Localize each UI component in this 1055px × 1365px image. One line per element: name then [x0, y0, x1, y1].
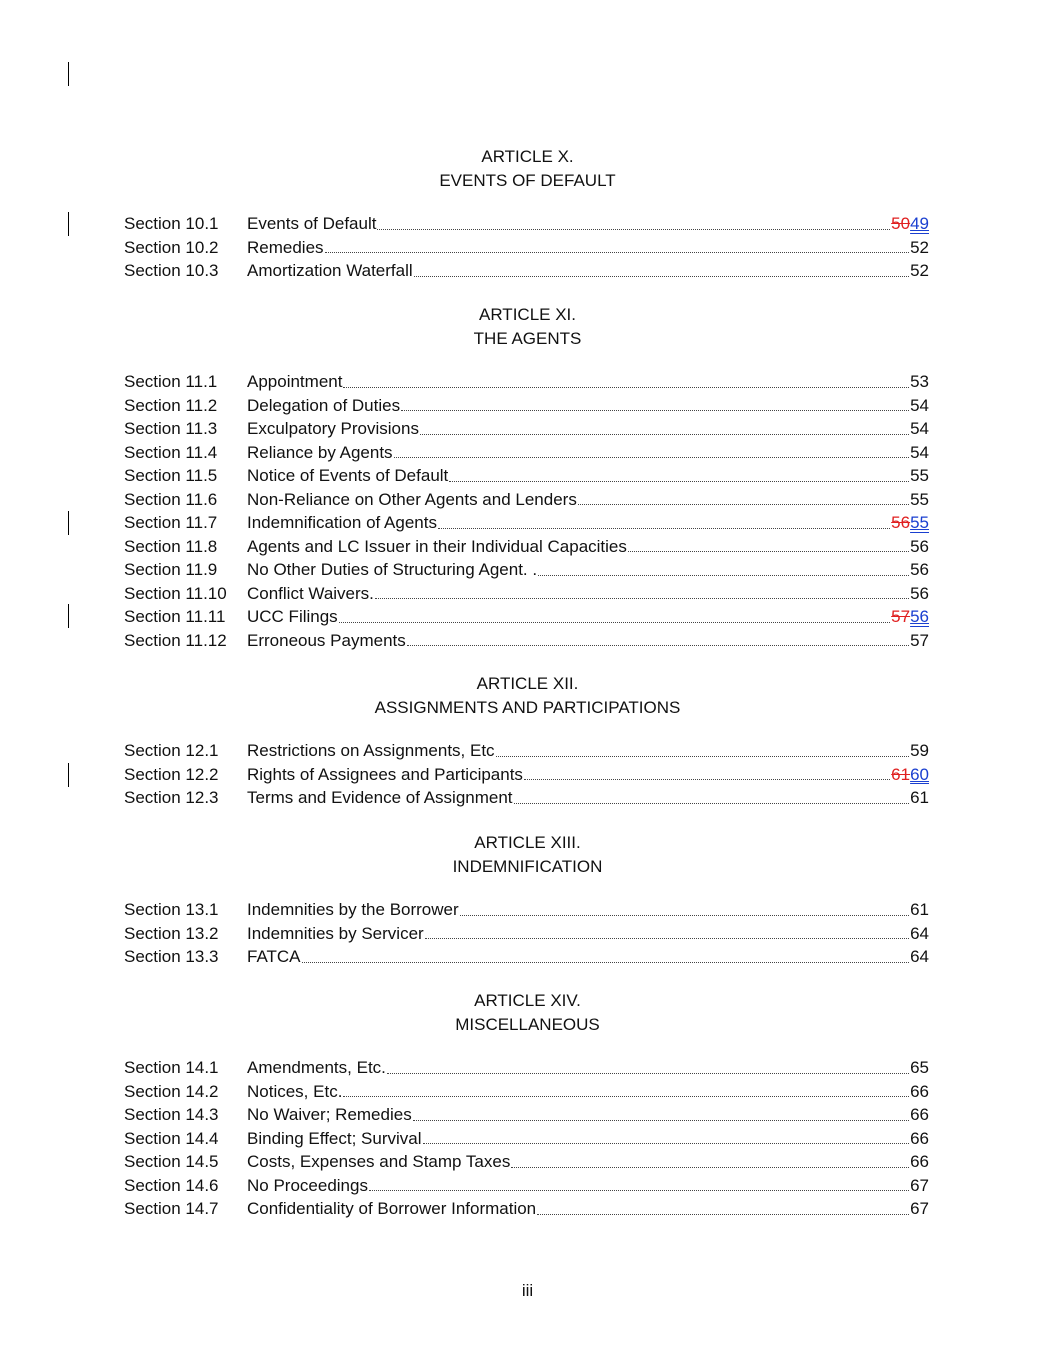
section-number: Section 11.7 — [124, 513, 218, 532]
toc-section-list — [124, 370, 929, 652]
dot-leader — [628, 551, 909, 552]
section-title[interactable]: Terms and Evidence of Assignment — [247, 788, 513, 807]
section-title[interactable]: Events of Default — [247, 214, 377, 233]
page-number — [891, 605, 929, 629]
section-title[interactable]: Remedies — [247, 237, 324, 257]
article-title: EVENTS OF DEFAULT — [439, 170, 616, 190]
dot-leader — [369, 1190, 909, 1191]
dot-leader — [524, 779, 890, 780]
inserted-page-number: 55 — [910, 513, 929, 532]
section-title[interactable]: No Other Duties of Structuring Agent. . — [247, 560, 538, 579]
toc-entry[interactable] — [124, 898, 929, 922]
toc-entry[interactable] — [124, 1103, 929, 1127]
section-title[interactable]: Confidentiality of Borrower Information — [247, 1199, 537, 1218]
inserted-page-number: 56 — [910, 607, 929, 626]
section-number: Section 14.5 — [124, 1152, 219, 1171]
page-number: 54 — [910, 442, 929, 462]
section-number: Section 14.4 — [124, 1128, 219, 1148]
section-title[interactable]: Appointment — [247, 372, 343, 391]
section-title[interactable]: Amendments, Etc. — [247, 1058, 386, 1077]
deleted-page-number: 57 — [891, 607, 911, 626]
toc-entry[interactable] — [124, 945, 929, 969]
page-number: 66 — [910, 1081, 929, 1101]
section-title[interactable]: Notice of Events of Default — [247, 466, 449, 485]
article-number: ARTICLE XI. — [479, 305, 576, 324]
toc-entry[interactable] — [124, 922, 929, 946]
dot-leader — [496, 756, 910, 757]
deleted-page-number: 61 — [891, 764, 911, 784]
page-number: 55 — [910, 489, 929, 509]
revision-change-bar — [68, 763, 69, 787]
page-number: 55 — [910, 466, 929, 485]
toc-entry[interactable] — [124, 236, 929, 260]
deleted-page-number: 50 — [891, 214, 911, 233]
section-title[interactable]: FATCA — [247, 947, 301, 966]
page-number: 53 — [910, 372, 929, 391]
section-number: Section 11.9 — [124, 560, 218, 579]
section-title[interactable]: Costs, Expenses and Stamp Taxes — [247, 1152, 511, 1171]
section-title[interactable]: Binding Effect; Survival — [247, 1128, 422, 1148]
article-heading — [0, 303, 1055, 350]
section-title[interactable]: Notices, Etc. — [247, 1081, 343, 1101]
inserted-page-number: 49 — [910, 214, 929, 233]
toc-entry[interactable] — [124, 535, 929, 559]
section-title[interactable]: Indemnification of Agents — [247, 513, 437, 532]
section-number: Section 10.3 — [124, 261, 219, 280]
toc-entry[interactable] — [124, 511, 929, 535]
dot-leader — [375, 598, 909, 599]
dot-leader — [387, 1073, 909, 1074]
section-number: Section 13.1 — [124, 900, 219, 919]
section-number: Section 11.12 — [124, 630, 227, 650]
page-number: 52 — [910, 261, 929, 280]
section-number: Section 11.8 — [124, 536, 218, 556]
section-title[interactable]: Amortization Waterfall — [247, 261, 413, 280]
section-title[interactable]: No Proceedings — [247, 1175, 368, 1195]
section-title[interactable]: Rights of Assignees and Participants — [247, 764, 523, 784]
inserted-page-number: 60 — [910, 764, 929, 784]
toc-entry[interactable] — [124, 1056, 929, 1080]
toc-entry[interactable] — [124, 441, 929, 465]
dot-leader — [414, 276, 909, 277]
article-number: ARTICLE X. — [481, 147, 574, 166]
article-number: ARTICLE XII. — [476, 674, 579, 693]
page-number: 56 — [910, 560, 929, 579]
dot-leader — [413, 1120, 909, 1121]
section-number: Section 14.2 — [124, 1081, 219, 1101]
section-number: Section 11.1 — [124, 372, 218, 391]
toc-entry[interactable] — [124, 605, 929, 629]
article-heading — [0, 989, 1055, 1036]
section-title[interactable]: Indemnities by Servicer — [247, 923, 424, 943]
page-number: 64 — [910, 947, 929, 966]
dot-leader — [423, 1143, 910, 1144]
section-number: Section 11.5 — [124, 466, 218, 485]
toc-section-list — [124, 1056, 929, 1221]
dot-leader — [514, 803, 910, 804]
section-number: Section 10.2 — [124, 237, 219, 257]
toc-entry[interactable] — [124, 558, 929, 582]
page-number — [891, 763, 929, 787]
toc-entry[interactable] — [124, 259, 929, 283]
section-number: Section 13.3 — [124, 947, 219, 966]
section-number: Section 11.11 — [124, 607, 226, 626]
toc-entry[interactable] — [124, 763, 929, 787]
section-title[interactable]: UCC Filings — [247, 607, 338, 626]
revision-change-bar — [68, 511, 69, 535]
dot-leader — [401, 410, 909, 411]
toc-entry[interactable] — [124, 394, 929, 418]
dot-leader — [377, 229, 890, 230]
page-number: 54 — [910, 419, 929, 438]
revision-change-bar — [68, 212, 69, 236]
article-heading — [0, 672, 1055, 719]
dot-leader — [407, 645, 909, 646]
article-title: THE AGENTS — [473, 328, 582, 348]
section-number: Section 11.3 — [124, 419, 218, 438]
toc-entry[interactable] — [124, 464, 929, 488]
section-number: Section 14.3 — [124, 1105, 219, 1124]
section-number: Section 11.6 — [124, 489, 218, 509]
article-title: MISCELLANEOUS — [455, 1014, 600, 1034]
toc-entry[interactable] — [124, 488, 929, 512]
section-number: Section 11.4 — [124, 442, 218, 462]
section-number: Section 14.1 — [124, 1058, 219, 1077]
article-number: ARTICLE XIV. — [474, 991, 581, 1010]
dot-leader — [449, 481, 909, 482]
footer-page-number: iii — [521, 1281, 534, 1300]
section-title[interactable]: Reliance by Agents — [247, 442, 393, 462]
page-number: 66 — [910, 1152, 929, 1171]
section-title[interactable]: Agents and LC Issuer in their Individual Capacities — [247, 536, 627, 556]
page-number: 67 — [910, 1175, 929, 1195]
toc-entry[interactable] — [124, 1127, 929, 1151]
revision-change-bar — [68, 604, 69, 628]
dot-leader — [425, 938, 909, 939]
toc-entry[interactable] — [124, 739, 929, 763]
toc-entry[interactable] — [124, 582, 929, 606]
page-number: 56 — [910, 583, 929, 603]
page-number: 54 — [910, 395, 929, 415]
page-number: 66 — [910, 1105, 929, 1124]
toc-entry[interactable] — [124, 786, 929, 810]
page-number: 65 — [910, 1058, 929, 1077]
toc-entry[interactable] — [124, 1150, 929, 1174]
page-number: 57 — [910, 630, 929, 650]
revision-change-bar — [68, 62, 69, 86]
page-number: 52 — [910, 237, 929, 257]
section-title[interactable]: Exculpatory Provisions — [247, 419, 419, 438]
section-title[interactable]: Conflict Waivers. — [247, 583, 374, 603]
section-number: Section 12.3 — [124, 788, 219, 807]
dot-leader — [438, 528, 890, 529]
page-number — [891, 212, 929, 236]
section-title[interactable]: No Waiver; Remedies — [247, 1105, 412, 1124]
dot-leader — [343, 1096, 909, 1097]
toc-entry[interactable] — [124, 1174, 929, 1198]
dot-leader — [343, 387, 909, 388]
toc-entry[interactable] — [124, 629, 929, 653]
toc-entry[interactable] — [124, 417, 929, 441]
section-number: Section 12.2 — [124, 764, 219, 784]
page-number: 66 — [910, 1128, 929, 1148]
deleted-page-number: 56 — [891, 513, 911, 532]
toc-section-list — [124, 212, 929, 283]
section-number: Section 10.1 — [124, 214, 219, 233]
section-number: Section 13.2 — [124, 923, 219, 943]
article-heading — [0, 831, 1055, 878]
dot-leader — [537, 1214, 909, 1215]
toc-entry[interactable] — [124, 1080, 929, 1104]
dot-leader — [394, 457, 910, 458]
article-title: ASSIGNMENTS AND PARTICIPATIONS — [374, 697, 681, 717]
toc-entry[interactable] — [124, 212, 929, 236]
dot-leader — [302, 962, 910, 963]
page-number: 59 — [910, 741, 929, 760]
dot-leader — [578, 504, 909, 505]
section-number: Section 11.10 — [124, 583, 227, 603]
article-title: INDEMNIFICATION — [452, 856, 603, 876]
section-number: Section 12.1 — [124, 741, 219, 760]
page-number: 61 — [910, 788, 929, 807]
section-title[interactable]: Non-Reliance on Other Agents and Lenders — [247, 489, 577, 509]
article-number: ARTICLE XIII. — [474, 833, 581, 852]
article-heading — [0, 145, 1055, 192]
section-title[interactable]: Indemnities by the Borrower — [247, 900, 459, 919]
dot-leader — [511, 1167, 909, 1168]
section-number: Section 14.6 — [124, 1175, 219, 1195]
toc-entry[interactable] — [124, 1197, 929, 1221]
section-number: Section 14.7 — [124, 1199, 219, 1218]
page-number — [891, 511, 929, 535]
dot-leader — [538, 575, 909, 576]
dot-leader — [460, 915, 909, 916]
dot-leader — [325, 252, 910, 253]
section-number: Section 11.2 — [124, 395, 218, 415]
section-title[interactable]: Erroneous Payments — [247, 630, 406, 650]
toc-section-list — [124, 739, 929, 810]
dot-leader — [339, 622, 890, 623]
toc-entry[interactable] — [124, 370, 929, 394]
dot-leader — [420, 434, 909, 435]
page-number: 56 — [910, 536, 929, 556]
page-number: 64 — [910, 923, 929, 943]
section-title[interactable]: Delegation of Duties — [247, 395, 401, 415]
section-title[interactable]: Restrictions on Assignments, Etc — [247, 741, 495, 760]
toc-section-list — [124, 898, 929, 969]
page-number: 61 — [910, 900, 929, 919]
page-number: 67 — [910, 1199, 929, 1218]
